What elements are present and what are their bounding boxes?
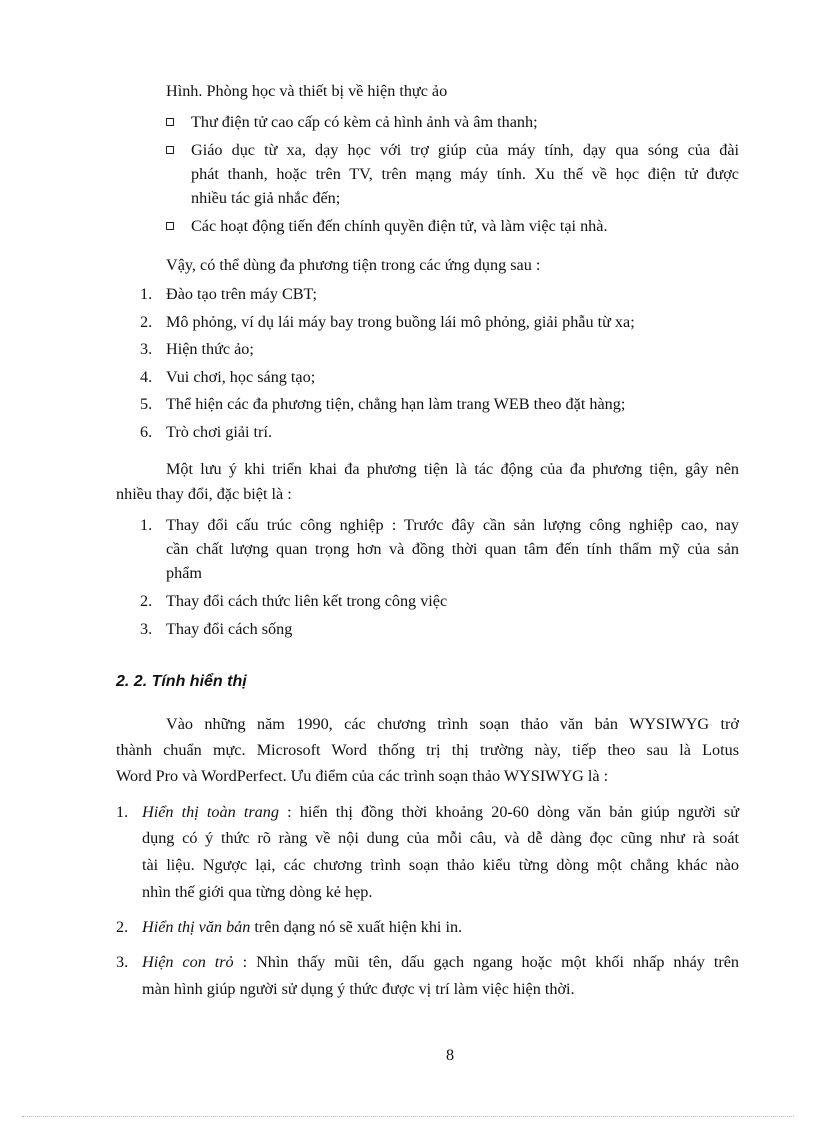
square-bullet-icon	[166, 146, 174, 154]
advantage-text: trên dạng nó sẽ xuất hiện khi in.	[250, 918, 463, 936]
advantage-term: Hiện con trỏ	[142, 953, 234, 971]
list-number: 1.	[116, 803, 129, 821]
list-item: Thay đổi cấu trúc công nghiệp : Trước đây cần sản lượng công nghiệp cao, nay	[166, 516, 739, 534]
page-number: 8	[446, 1046, 455, 1064]
bullet-item: Các hoạt động tiến đến chính quyền điện tử, và làm việc tại nhà.	[191, 217, 608, 235]
advantage-item	[142, 802, 739, 822]
list-item-continued: cần chất lượng quan trọng hơn và đồng thời quan tâm đến tính thẩm mỹ của sản	[166, 540, 739, 558]
advantage-item	[142, 917, 462, 937]
list-number: 1.	[140, 285, 153, 303]
list-item: Đào tạo trên máy CBT;	[166, 285, 318, 303]
figure-caption: Hình. Phòng học và thiết bị về hiện thực ảo	[166, 82, 448, 100]
list-number: 1.	[140, 516, 153, 534]
square-bullet-icon	[166, 118, 174, 126]
advantage-item-continued: màn hình giúp người sử dụng ý thức được vị trí làm việc hiện thời.	[142, 980, 575, 998]
list-item: Mô phỏng, ví dụ lái máy bay trong buồng lái mô phỏng, giải phẫu từ xa;	[166, 313, 635, 331]
advantage-term: Hiển thị toàn trang	[142, 803, 279, 821]
advantage-item-continued: tài liệu. Ngược lại, các chương trình soạn thảo kiểu từng dòng một chẳng khác nào	[142, 856, 739, 874]
advantage-item-continued: nhìn thế giới qua từng dòng kẻ hẹp.	[142, 883, 373, 901]
list-item: Hiện thức ảo;	[166, 340, 254, 358]
section-paragraph-continued: Word Pro và WordPerfect. Ưu điểm của các trình soạn thảo WYSIWYG là :	[116, 767, 609, 785]
list-number: 2.	[116, 918, 129, 936]
list-number: 5.	[140, 395, 153, 413]
bullet-item-continued: phát thanh, hoặc trên TV, trên mạng máy tính. Xu thế về học điện tử được	[191, 165, 739, 183]
section-paragraph: Vào những năm 1990, các chương trình soạn thảo văn bản WYSIWYG trở	[166, 715, 739, 733]
list-number: 2.	[140, 313, 153, 331]
advantage-text: : Nhìn thấy mũi tên, dấu gạch ngang hoặc một khối nhấp nháy trên	[233, 953, 739, 971]
bullet-item-continued: nhiều tác giả nhắc đến;	[191, 189, 341, 207]
footer-divider	[22, 1116, 794, 1117]
list-number: 6.	[140, 423, 153, 441]
list-item: Vui chơi, học sáng tạo;	[166, 368, 316, 386]
section-heading: 2. 2. Tính hiển thị	[116, 673, 247, 690]
list-item: Thay đổi cách thức liên kết trong công việc	[166, 592, 448, 610]
note-paragraph: Một lưu ý khi triển khai đa phương tiện là tác động của đa phương tiện, gây nên	[166, 460, 739, 478]
list-item: Trò chơi giải trí.	[166, 423, 272, 441]
list-number: 3.	[140, 620, 153, 638]
advantage-item-continued: dụng có ý thức rõ ràng về nội dung của mỗi câu, và dễ dàng đọc cũng như rà soát	[142, 829, 739, 847]
list-number: 2.	[140, 592, 153, 610]
list-item: Thay đổi cách sống	[166, 620, 293, 638]
square-bullet-icon	[166, 222, 174, 230]
lead-sentence: Vậy, có thể dùng đa phương tiện trong các ứng dụng sau :	[166, 256, 541, 274]
advantage-item	[142, 952, 739, 972]
list-number: 4.	[140, 368, 153, 386]
note-paragraph-continued: nhiều thay đổi, đặc biệt là :	[116, 485, 292, 503]
list-item-continued: phẩm	[166, 564, 202, 582]
section-paragraph-continued: thành chuẩn mực. Microsoft Word thống trị thị trường này, tiếp theo sau là Lotus	[116, 741, 739, 759]
bullet-item: Giáo dục từ xa, dạy học với trợ giúp của máy tính, dạy qua sóng của đài	[191, 141, 739, 159]
bullet-item: Thư điện tử cao cấp có kèm cả hình ảnh và âm thanh;	[191, 113, 538, 131]
advantage-text: : hiển thị đồng thời khoảng 20-60 dòng văn bản giúp người sử	[278, 803, 739, 821]
list-number: 3.	[140, 340, 153, 358]
advantage-term: Hiển thị văn bản	[142, 918, 251, 936]
list-item: Thể hiện các đa phương tiện, chẳng hạn làm trang WEB theo đặt hàng;	[166, 395, 626, 413]
list-number: 3.	[116, 953, 129, 971]
